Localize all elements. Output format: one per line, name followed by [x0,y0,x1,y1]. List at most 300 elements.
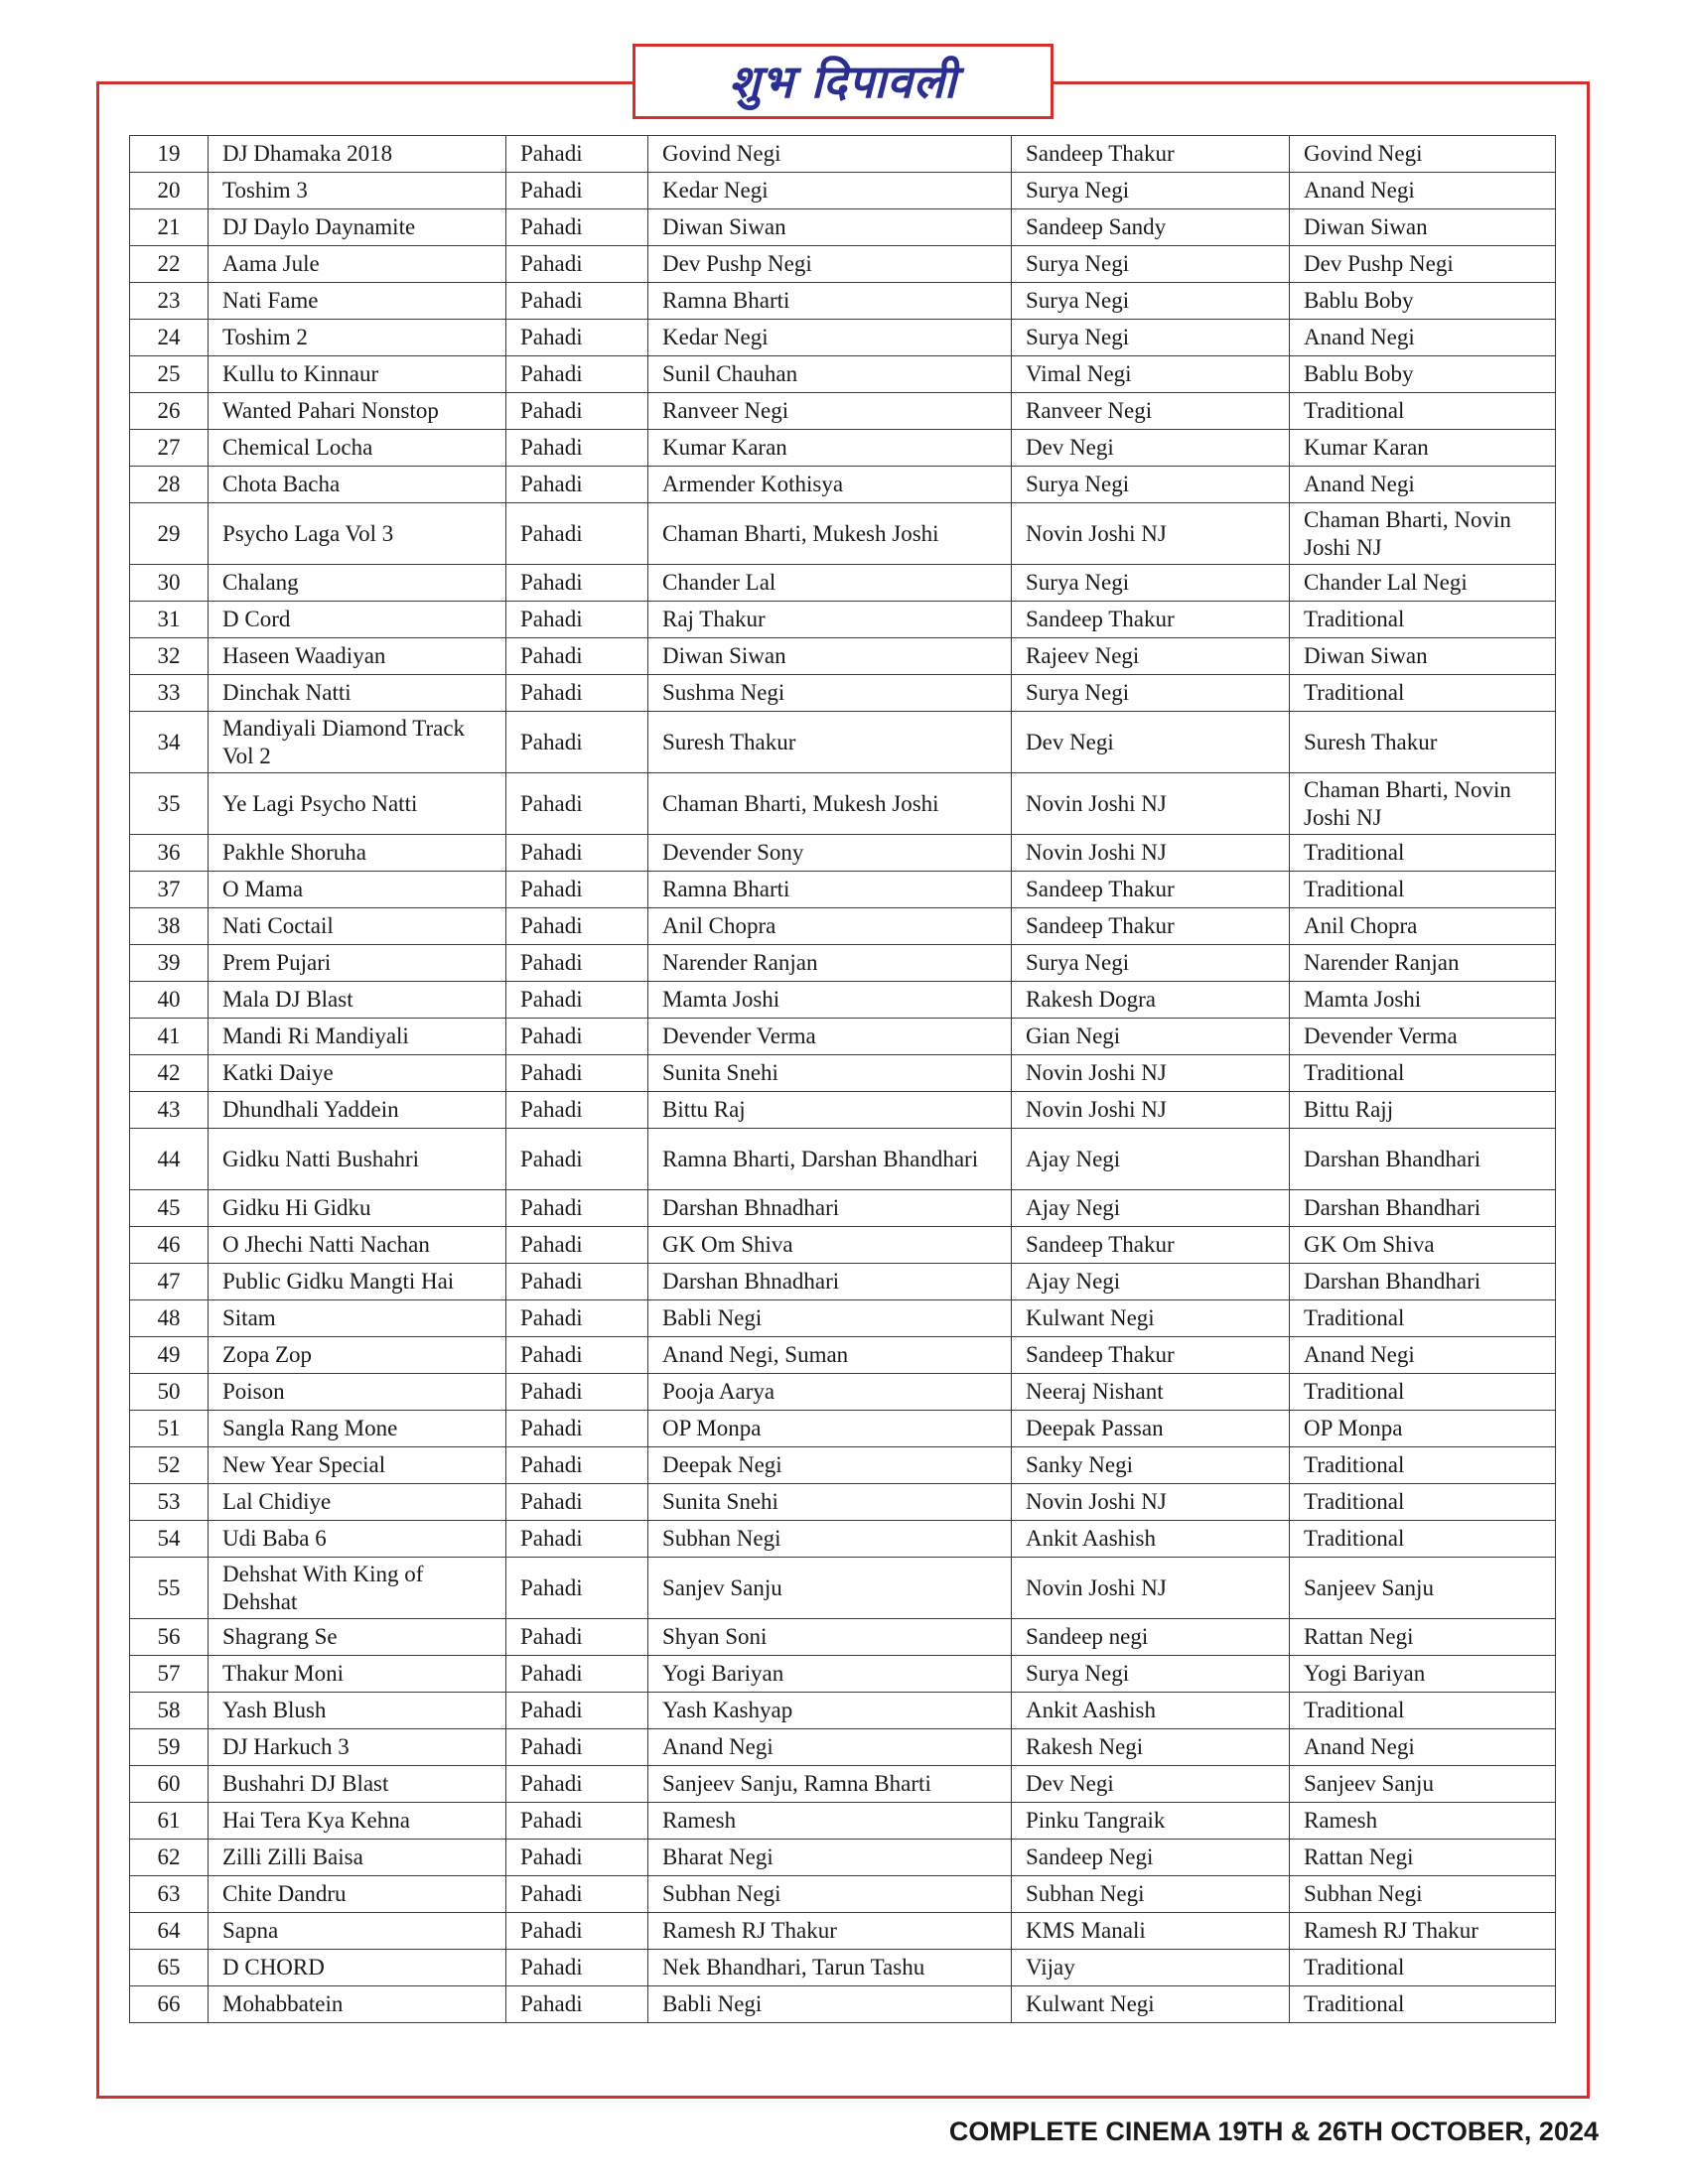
lyrics-cell: Kumar Karan [1290,430,1556,467]
serial-number-cell: 33 [130,675,209,712]
music-cell: Surya Negi [1012,283,1290,320]
language-cell: Pahadi [506,1019,648,1055]
lyrics-cell: Diwan Siwan [1290,209,1556,246]
song-title-cell: Lal Chidiye [209,1484,506,1521]
song-title-cell: Gidku Hi Gidku [209,1190,506,1227]
singer-cell: Sunita Snehi [648,1055,1012,1092]
serial-number-cell: 46 [130,1227,209,1264]
language-cell: Pahadi [506,1129,648,1190]
song-title-cell: Sitam [209,1300,506,1337]
singer-cell: Shyan Soni [648,1619,1012,1656]
serial-number-cell: 26 [130,393,209,430]
music-cell: Deepak Passan [1012,1411,1290,1447]
lyrics-cell: Traditional [1290,393,1556,430]
serial-number-cell: 60 [130,1766,209,1803]
serial-number-cell: 66 [130,1986,209,2023]
song-title-cell: Kullu to Kinnaur [209,356,506,393]
lyrics-cell: Subhan Negi [1290,1876,1556,1913]
language-cell: Pahadi [506,173,648,209]
serial-number-cell: 65 [130,1950,209,1986]
song-title-cell: Chemical Locha [209,430,506,467]
song-title-cell: Mandi Ri Mandiyali [209,1019,506,1055]
serial-number-cell: 64 [130,1913,209,1950]
music-cell: Sandeep negi [1012,1619,1290,1656]
song-title-cell: DJ Dhamaka 2018 [209,136,506,173]
music-cell: Ranveer Negi [1012,393,1290,430]
singer-cell: Kedar Negi [648,173,1012,209]
serial-number-cell: 55 [130,1558,209,1619]
singer-cell: Darshan Bhnadhari [648,1190,1012,1227]
table-row [130,1227,1556,1264]
language-cell: Pahadi [506,1766,648,1803]
language-cell: Pahadi [506,908,648,945]
serial-number-cell: 59 [130,1729,209,1766]
language-cell: Pahadi [506,835,648,872]
table-row [130,872,1556,908]
music-cell: Surya Negi [1012,320,1290,356]
table-row [130,503,1556,565]
table-row [130,1950,1556,1986]
serial-number-cell: 63 [130,1876,209,1913]
singer-cell: Sunita Snehi [648,1484,1012,1521]
lyrics-cell: Rattan Negi [1290,1840,1556,1876]
language-cell: Pahadi [506,1300,648,1337]
singer-cell: OP Monpa [648,1411,1012,1447]
music-cell: Sandeep Thakur [1012,908,1290,945]
song-title-cell: Mala DJ Blast [209,982,506,1019]
song-title-cell: Psycho Laga Vol 3 [209,503,506,565]
music-cell: Surya Negi [1012,173,1290,209]
lyrics-cell: Traditional [1290,1300,1556,1337]
music-cell: KMS Manali [1012,1913,1290,1950]
music-cell: Surya Negi [1012,945,1290,982]
footer-publication-line: COMPLETE CINEMA 19TH & 26TH OCTOBER, 2024 [948,2116,1599,2146]
lyrics-cell: Chander Lal Negi [1290,565,1556,602]
language-cell: Pahadi [506,209,648,246]
singer-cell: Subhan Negi [648,1876,1012,1913]
lyrics-cell: Darshan Bhandhari [1290,1129,1556,1190]
table-row [130,136,1556,173]
language-cell: Pahadi [506,872,648,908]
song-title-cell: Dehshat With King of Dehshat [209,1558,506,1619]
lyrics-cell: Chaman Bharti, Novin Joshi NJ [1290,773,1556,835]
table-row [130,320,1556,356]
singer-cell: Raj Thakur [648,602,1012,638]
serial-number-cell: 54 [130,1521,209,1558]
singer-cell: Suresh Thakur [648,712,1012,773]
music-cell: Surya Negi [1012,467,1290,503]
song-title-cell: Mandiyali Diamond Track Vol 2 [209,712,506,773]
table-row [130,675,1556,712]
lyrics-cell: Govind Negi [1290,136,1556,173]
lyrics-cell: Bablu Boby [1290,356,1556,393]
lyrics-cell: Sanjeev Sanju [1290,1558,1556,1619]
language-cell: Pahadi [506,1656,648,1693]
table-row [130,356,1556,393]
song-title-cell: Nati Fame [209,283,506,320]
lyrics-cell: Yogi Bariyan [1290,1656,1556,1693]
table-row [130,1913,1556,1950]
song-title-cell: O Mama [209,872,506,908]
singer-cell: Sanjev Sanju [648,1558,1012,1619]
lyrics-cell: Ramesh [1290,1803,1556,1840]
table-row [130,1374,1556,1411]
song-title-cell: Thakur Moni [209,1656,506,1693]
table-row [130,1411,1556,1447]
music-cell: Rakesh Negi [1012,1729,1290,1766]
song-title-cell: Chalang [209,565,506,602]
table-body [130,136,1556,2023]
banner-title: शुभ दिपावली [729,55,957,108]
music-cell: Rakesh Dogra [1012,982,1290,1019]
singer-cell: Subhan Negi [648,1521,1012,1558]
language-cell: Pahadi [506,565,648,602]
language-cell: Pahadi [506,1619,648,1656]
serial-number-cell: 36 [130,835,209,872]
serial-number-cell: 35 [130,773,209,835]
lyrics-cell: Traditional [1290,835,1556,872]
language-cell: Pahadi [506,283,648,320]
serial-number-cell: 20 [130,173,209,209]
language-cell: Pahadi [506,1876,648,1913]
serial-number-cell: 41 [130,1019,209,1055]
table-row [130,773,1556,835]
table-row [130,467,1556,503]
table-row [130,1019,1556,1055]
music-cell: Ajay Negi [1012,1129,1290,1190]
lyrics-cell: OP Monpa [1290,1411,1556,1447]
singer-cell: Dev Pushp Negi [648,246,1012,283]
table-row [130,1766,1556,1803]
song-title-cell: Mohabbatein [209,1986,506,2023]
music-cell: Neeraj Nishant [1012,1374,1290,1411]
singer-cell: Ranveer Negi [648,393,1012,430]
song-title-cell: Poison [209,1374,506,1411]
table-row [130,945,1556,982]
serial-number-cell: 44 [130,1129,209,1190]
singer-cell: Bharat Negi [648,1840,1012,1876]
lyrics-cell: Traditional [1290,1374,1556,1411]
song-title-cell: Sapna [209,1913,506,1950]
singer-cell: Chaman Bharti, Mukesh Joshi [648,503,1012,565]
table-row [130,1803,1556,1840]
language-cell: Pahadi [506,1411,648,1447]
song-title-cell: D CHORD [209,1950,506,1986]
song-title-cell: Nati Coctail [209,908,506,945]
music-cell: Surya Negi [1012,246,1290,283]
lyrics-cell: Anand Negi [1290,467,1556,503]
table-row [130,173,1556,209]
lyrics-cell: Narender Ranjan [1290,945,1556,982]
serial-number-cell: 49 [130,1337,209,1374]
song-title-cell: Toshim 3 [209,173,506,209]
singer-cell: Sunil Chauhan [648,356,1012,393]
music-cell: Sandeep Thakur [1012,602,1290,638]
serial-number-cell: 19 [130,136,209,173]
song-title-cell: Dhundhali Yaddein [209,1092,506,1129]
festival-banner [633,44,1054,119]
lyrics-cell: Anand Negi [1290,1729,1556,1766]
music-cell: Sandeep Negi [1012,1840,1290,1876]
singer-cell: Pooja Aarya [648,1374,1012,1411]
music-cell: Sandeep Thakur [1012,1337,1290,1374]
language-cell: Pahadi [506,1986,648,2023]
singer-cell: Narender Ranjan [648,945,1012,982]
music-cell: Ajay Negi [1012,1264,1290,1300]
lyrics-cell: Traditional [1290,1484,1556,1521]
table-row [130,712,1556,773]
singer-cell: Kedar Negi [648,320,1012,356]
table-row [130,393,1556,430]
music-cell: Gian Negi [1012,1019,1290,1055]
music-cell: Dev Negi [1012,712,1290,773]
language-cell: Pahadi [506,503,648,565]
language-cell: Pahadi [506,982,648,1019]
table-row [130,1055,1556,1092]
language-cell: Pahadi [506,320,648,356]
singer-cell: Anand Negi, Suman [648,1337,1012,1374]
language-cell: Pahadi [506,675,648,712]
table-row [130,283,1556,320]
music-cell: Vijay [1012,1950,1290,1986]
table-row [130,246,1556,283]
serial-number-cell: 43 [130,1092,209,1129]
song-title-cell: Sangla Rang Mone [209,1411,506,1447]
song-title-cell: Toshim 2 [209,320,506,356]
table-row [130,209,1556,246]
serial-number-cell: 32 [130,638,209,675]
lyrics-cell: Rattan Negi [1290,1619,1556,1656]
singer-cell: Devender Verma [648,1019,1012,1055]
language-cell: Pahadi [506,773,648,835]
language-cell: Pahadi [506,1950,648,1986]
music-cell: Dev Negi [1012,1766,1290,1803]
song-title-cell: Zopa Zop [209,1337,506,1374]
singer-cell: Yash Kashyap [648,1693,1012,1729]
serial-number-cell: 56 [130,1619,209,1656]
language-cell: Pahadi [506,430,648,467]
lyrics-cell: Darshan Bhandhari [1290,1264,1556,1300]
language-cell: Pahadi [506,1374,648,1411]
table-row [130,1521,1556,1558]
table-row [130,1729,1556,1766]
singer-cell: Chander Lal [648,565,1012,602]
language-cell: Pahadi [506,1092,648,1129]
serial-number-cell: 28 [130,467,209,503]
music-cell: Ankit Aashish [1012,1693,1290,1729]
serial-number-cell: 31 [130,602,209,638]
language-cell: Pahadi [506,1264,648,1300]
serial-number-cell: 48 [130,1300,209,1337]
music-cell: Ankit Aashish [1012,1521,1290,1558]
lyrics-cell: Traditional [1290,1950,1556,1986]
music-cell: Sandeep Thakur [1012,872,1290,908]
table-row [130,835,1556,872]
serial-number-cell: 50 [130,1374,209,1411]
lyrics-cell: GK Om Shiva [1290,1227,1556,1264]
singer-cell: Ramesh RJ Thakur [648,1913,1012,1950]
serial-number-cell: 52 [130,1447,209,1484]
serial-number-cell: 25 [130,356,209,393]
lyrics-cell: Anand Negi [1290,173,1556,209]
song-title-cell: Wanted Pahari Nonstop [209,393,506,430]
singer-cell: Anand Negi [648,1729,1012,1766]
serial-number-cell: 51 [130,1411,209,1447]
music-cell: Novin Joshi NJ [1012,1092,1290,1129]
music-cell: Surya Negi [1012,675,1290,712]
song-title-cell: DJ Daylo Daynamite [209,209,506,246]
serial-number-cell: 24 [130,320,209,356]
singer-cell: Sushma Negi [648,675,1012,712]
serial-number-cell: 40 [130,982,209,1019]
singer-cell: GK Om Shiva [648,1227,1012,1264]
song-credits-table [129,135,1556,2023]
singer-cell: Ramna Bharti, Darshan Bhandhari [648,1129,1012,1190]
singer-cell: Bittu Raj [648,1092,1012,1129]
song-title-cell: Public Gidku Mangti Hai [209,1264,506,1300]
music-cell: Novin Joshi NJ [1012,835,1290,872]
music-cell: Sanky Negi [1012,1447,1290,1484]
music-cell: Novin Joshi NJ [1012,1055,1290,1092]
singer-cell: Kumar Karan [648,430,1012,467]
lyrics-cell: Anil Chopra [1290,908,1556,945]
singer-cell: Ramna Bharti [648,872,1012,908]
serial-number-cell: 23 [130,283,209,320]
table-row [130,982,1556,1019]
music-cell: Kulwant Negi [1012,1986,1290,2023]
song-title-cell: New Year Special [209,1447,506,1484]
serial-number-cell: 42 [130,1055,209,1092]
singer-cell: Anil Chopra [648,908,1012,945]
language-cell: Pahadi [506,1227,648,1264]
table-row [130,1484,1556,1521]
song-title-cell: O Jhechi Natti Nachan [209,1227,506,1264]
music-cell: Vimal Negi [1012,356,1290,393]
song-title-cell: Zilli Zilli Baisa [209,1840,506,1876]
song-title-cell: Haseen Waadiyan [209,638,506,675]
serial-number-cell: 47 [130,1264,209,1300]
language-cell: Pahadi [506,638,648,675]
table-row [130,602,1556,638]
lyrics-cell: Traditional [1290,1693,1556,1729]
song-title-cell: Gidku Natti Bushahri [209,1129,506,1190]
language-cell: Pahadi [506,393,648,430]
song-title-cell: Ye Lagi Psycho Natti [209,773,506,835]
lyrics-cell: Ramesh RJ Thakur [1290,1913,1556,1950]
lyrics-cell: Bittu Rajj [1290,1092,1556,1129]
singer-cell: Ramna Bharti [648,283,1012,320]
language-cell: Pahadi [506,1190,648,1227]
singer-cell: Devender Sony [648,835,1012,872]
music-cell: Novin Joshi NJ [1012,773,1290,835]
lyrics-cell: Suresh Thakur [1290,712,1556,773]
song-title-cell: Shagrang Se [209,1619,506,1656]
table-row [130,1447,1556,1484]
song-title-cell: Chota Bacha [209,467,506,503]
lyrics-cell: Dev Pushp Negi [1290,246,1556,283]
lyrics-cell: Diwan Siwan [1290,638,1556,675]
table-row [130,1876,1556,1913]
serial-number-cell: 34 [130,712,209,773]
language-cell: Pahadi [506,1558,648,1619]
lyrics-cell: Traditional [1290,1447,1556,1484]
singer-cell: Chaman Bharti, Mukesh Joshi [648,773,1012,835]
song-title-cell: Dinchak Natti [209,675,506,712]
language-cell: Pahadi [506,1693,648,1729]
language-cell: Pahadi [506,1447,648,1484]
language-cell: Pahadi [506,467,648,503]
lyrics-cell: Devender Verma [1290,1019,1556,1055]
music-cell: Novin Joshi NJ [1012,503,1290,565]
music-cell: Subhan Negi [1012,1876,1290,1913]
table-row [130,565,1556,602]
music-cell: Ajay Negi [1012,1190,1290,1227]
song-title-cell: D Cord [209,602,506,638]
language-cell: Pahadi [506,1840,648,1876]
language-cell: Pahadi [506,1729,648,1766]
lyrics-cell: Sanjeev Sanju [1290,1766,1556,1803]
music-cell: Dev Negi [1012,430,1290,467]
serial-number-cell: 38 [130,908,209,945]
lyrics-cell: Traditional [1290,602,1556,638]
language-cell: Pahadi [506,1055,648,1092]
lyrics-cell: Anand Negi [1290,320,1556,356]
serial-number-cell: 57 [130,1656,209,1693]
serial-number-cell: 27 [130,430,209,467]
serial-number-cell: 22 [130,246,209,283]
singer-cell: Diwan Siwan [648,638,1012,675]
language-cell: Pahadi [506,246,648,283]
singer-cell: Yogi Bariyan [648,1656,1012,1693]
serial-number-cell: 37 [130,872,209,908]
serial-number-cell: 53 [130,1484,209,1521]
serial-number-cell: 21 [130,209,209,246]
table-row [130,1656,1556,1693]
lyrics-cell: Traditional [1290,1521,1556,1558]
language-cell: Pahadi [506,602,648,638]
serial-number-cell: 39 [130,945,209,982]
song-title-cell: Prem Pujari [209,945,506,982]
table-row [130,1129,1556,1190]
serial-number-cell: 29 [130,503,209,565]
lyrics-cell: Traditional [1290,872,1556,908]
table-row [130,1300,1556,1337]
language-cell: Pahadi [506,356,648,393]
music-cell: Rajeev Negi [1012,638,1290,675]
song-title-cell: Udi Baba 6 [209,1521,506,1558]
music-cell: Novin Joshi NJ [1012,1558,1290,1619]
lyrics-cell: Anand Negi [1290,1337,1556,1374]
lyrics-cell: Traditional [1290,1986,1556,2023]
table-row [130,430,1556,467]
table-row [130,1190,1556,1227]
singer-cell: Sanjeev Sanju, Ramna Bharti [648,1766,1012,1803]
language-cell: Pahadi [506,1484,648,1521]
table-row [130,908,1556,945]
music-cell: Pinku Tangraik [1012,1803,1290,1840]
table-row [130,1264,1556,1300]
serial-number-cell: 62 [130,1840,209,1876]
serial-number-cell: 58 [130,1693,209,1729]
song-title-cell: Bushahri DJ Blast [209,1766,506,1803]
song-title-cell: Aama Jule [209,246,506,283]
music-cell: Surya Negi [1012,1656,1290,1693]
song-title-cell: Katki Daiye [209,1055,506,1092]
singer-cell: Mamta Joshi [648,982,1012,1019]
language-cell: Pahadi [506,712,648,773]
singer-cell: Babli Negi [648,1300,1012,1337]
singer-cell: Babli Negi [648,1986,1012,2023]
